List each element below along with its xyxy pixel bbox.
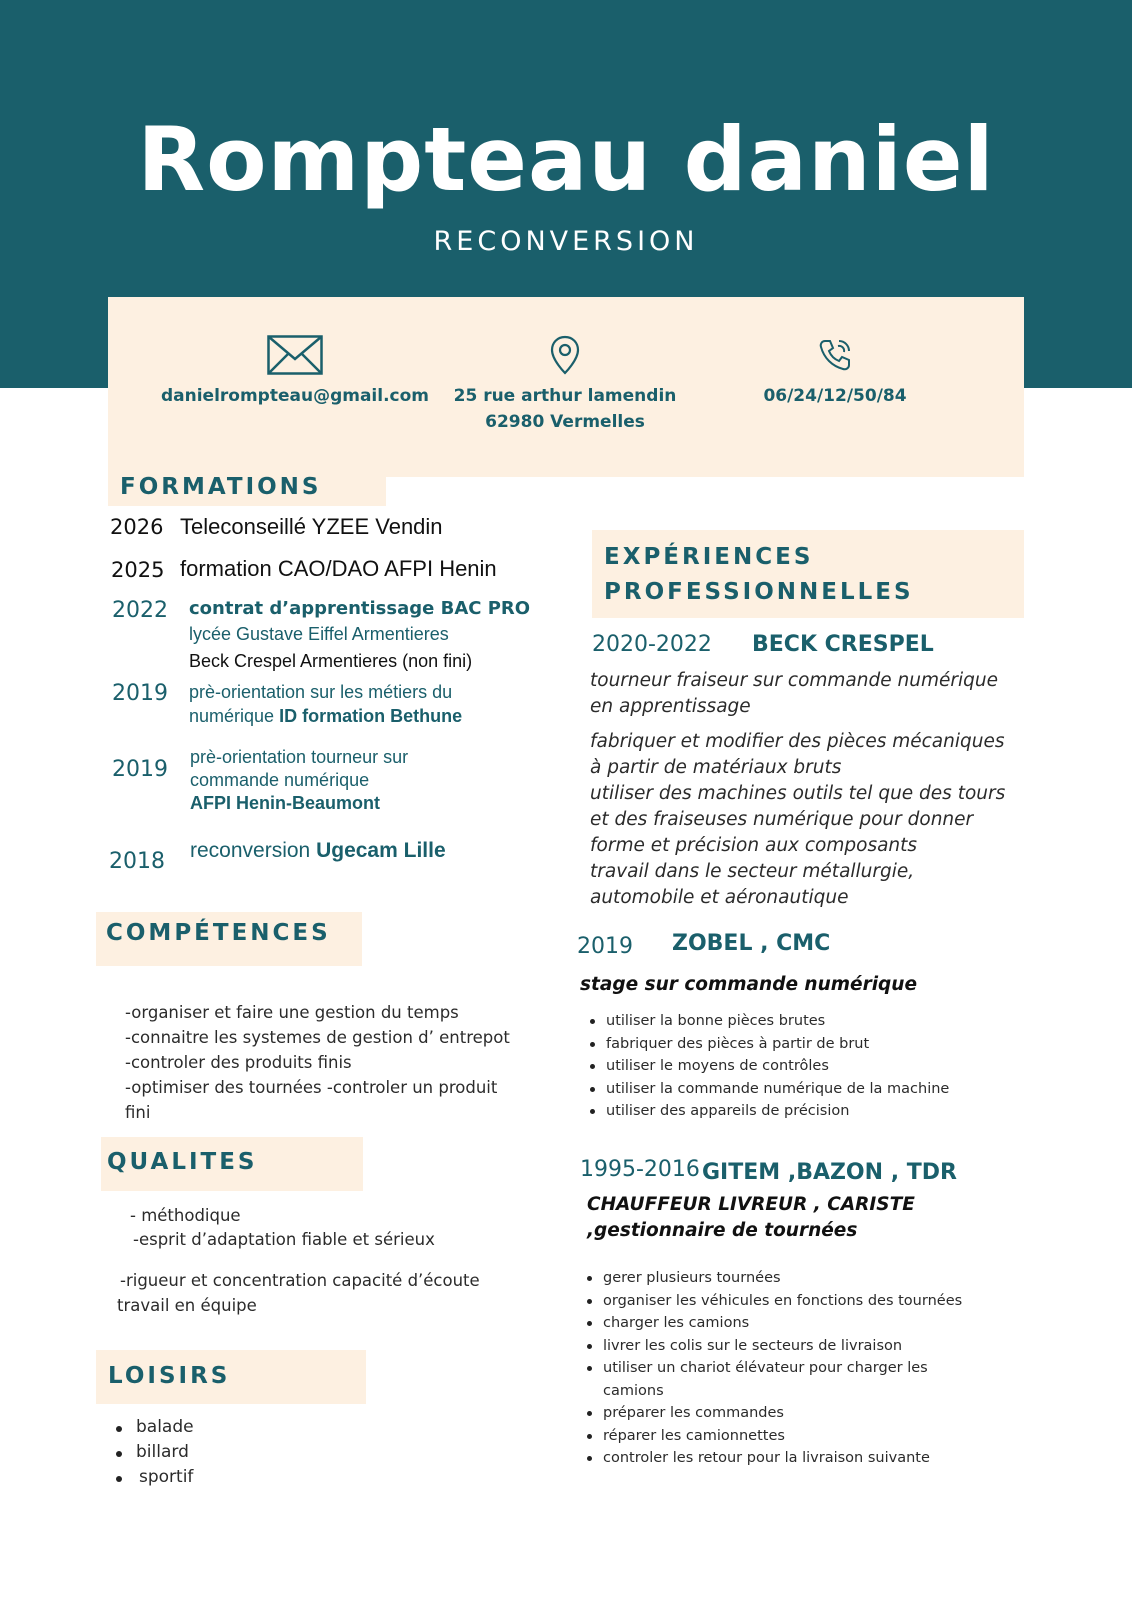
job-desc: fabriquer et modifier des pièces mécaniques xyxy=(590,731,1005,752)
qualite-item: -rigueur et concentration capacité d’écoute xyxy=(120,1271,480,1290)
competences-heading: COMPÉTENCES xyxy=(96,912,362,966)
competence-item: -controler des produits finis xyxy=(125,1053,352,1072)
edu-school: ID formation Bethune xyxy=(279,706,463,726)
list-item: billard xyxy=(114,1440,194,1465)
address-line1: 25 rue arthur lamendin xyxy=(453,386,677,406)
list-item: préparer les commandes xyxy=(581,1402,962,1425)
edu-title: Teleconseillé YZEE Vendin xyxy=(180,514,443,539)
edu-year: 2022 xyxy=(112,598,168,623)
edu-year: 2018 xyxy=(109,849,165,874)
list-item: livrer les colis sur le secteurs de livraison xyxy=(581,1335,962,1358)
experiences-heading-line1: EXPÉRIENCES xyxy=(604,544,814,570)
list-item-continuation: camions xyxy=(603,1382,664,1399)
list-item: utiliser un chariot élévateur pour charger les xyxy=(581,1357,962,1380)
job-tasks xyxy=(584,1010,949,1123)
qualites-heading: QUALITES xyxy=(101,1137,363,1191)
experiences-heading xyxy=(592,530,1024,618)
qualite-item: travail en équipe xyxy=(117,1296,257,1315)
competence-item: -optimiser des tournées -controler un produit xyxy=(125,1078,498,1097)
edu-title: numérique ID formation Bethune xyxy=(189,706,463,726)
qualite-item: - méthodique xyxy=(130,1206,241,1225)
job-role: CHAUFFEUR LIVREUR , CARISTE xyxy=(587,1194,915,1215)
qualite-item: -esprit d’adaptation fiable et sérieux xyxy=(133,1230,435,1249)
job-desc: travail dans le secteur métallurgie, xyxy=(590,861,915,882)
job-desc: automobile et aéronautique xyxy=(590,887,849,908)
edu-title: reconversion Ugecam Lille xyxy=(190,839,446,862)
job-company: BECK CRESPEL xyxy=(752,632,934,657)
job-company: ZOBEL , CMC xyxy=(672,931,831,956)
edu-school: AFPI Henin-Beaumont xyxy=(190,793,381,813)
job-years: 2019 xyxy=(577,934,633,959)
list-item: utiliser la bonne pièces brutes xyxy=(584,1010,949,1033)
loisirs-list xyxy=(114,1415,194,1490)
list-item: organiser les véhicules en fonctions des tournées xyxy=(581,1290,962,1313)
job-role: ,gestionnaire de tournées xyxy=(587,1220,858,1241)
job-role: stage sur commande numérique xyxy=(580,974,918,995)
phone-text[interactable]: 06/24/12/50/84 xyxy=(763,386,907,406)
edu-year: 2025 xyxy=(111,558,165,582)
envelope-icon xyxy=(267,335,323,375)
competence-item: fini xyxy=(125,1103,151,1122)
candidate-name: Rompteau daniel xyxy=(137,108,995,211)
edu-company: Beck Crespel Armentieres (non fini) xyxy=(189,651,473,671)
job-role: en apprentissage xyxy=(590,696,751,717)
experiences-heading-line2: PROFESSIONNELLES xyxy=(604,579,914,605)
edu-title: commande numérique xyxy=(190,770,370,790)
job-desc: à partir de matériaux bruts xyxy=(590,757,842,778)
job-company: GITEM ,BAZON , TDR xyxy=(702,1160,957,1185)
address-line2: 62980 Vermelles xyxy=(485,412,645,432)
job-years: 1995-2016 xyxy=(580,1157,700,1182)
list-item: utiliser des appareils de précision xyxy=(584,1100,949,1123)
job-years: 2020-2022 xyxy=(592,632,712,657)
phone-icon xyxy=(815,335,855,375)
list-item: gerer plusieurs tournées xyxy=(581,1267,962,1290)
list-item: charger les camions xyxy=(581,1312,962,1335)
loisirs-heading: LOISIRS xyxy=(96,1350,366,1404)
job-tasks xyxy=(581,1267,962,1470)
list-item: utiliser la commande numérique de la machine xyxy=(584,1078,949,1101)
edu-title: prè-orientation sur les métiers du xyxy=(189,682,453,702)
edu-year: 2019 xyxy=(112,681,168,706)
edu-school: lycée Gustave Eiffel Armentieres xyxy=(189,624,449,644)
job-desc: forme et précision aux composants xyxy=(590,835,918,856)
list-item: controler les retour pour la livraison suivante xyxy=(581,1447,962,1470)
contact-email xyxy=(160,335,430,409)
map-pin-icon xyxy=(550,335,580,375)
contact-phone xyxy=(740,335,930,409)
job-role: tourneur fraiseur sur commande numérique xyxy=(590,670,998,691)
edu-year: 2019 xyxy=(112,757,168,782)
list-item: balade xyxy=(114,1415,194,1440)
edu-school: Ugecam Lille xyxy=(316,839,446,862)
list-item: utiliser le moyens de contrôles xyxy=(584,1055,949,1078)
list-item: fabriquer des pièces à partir de brut xyxy=(584,1033,949,1056)
edu-title: contrat d’apprentissage BAC PRO xyxy=(189,598,531,619)
edu-title: prè-orientation tourneur sur xyxy=(190,747,409,767)
email-text[interactable]: danielrompteau@gmail.com xyxy=(160,386,430,406)
list-item: réparer les camionnettes xyxy=(581,1425,962,1448)
list-item: sportif xyxy=(114,1465,194,1490)
contact-address xyxy=(445,335,685,435)
edu-title: formation CAO/DAO AFPI Henin xyxy=(180,556,497,581)
competence-item: -connaitre les systemes de gestion d’ entrepot xyxy=(125,1028,510,1047)
competence-item: -organiser et faire une gestion du temps xyxy=(125,1003,459,1022)
job-desc: et des fraiseuses numérique pour donner xyxy=(590,809,974,830)
edu-year: 2026 xyxy=(110,515,164,539)
formations-heading: FORMATIONS xyxy=(108,470,386,506)
candidate-subtitle: RECONVERSION xyxy=(433,226,699,257)
job-desc: utiliser des machines outils tel que des tours xyxy=(590,783,1006,804)
